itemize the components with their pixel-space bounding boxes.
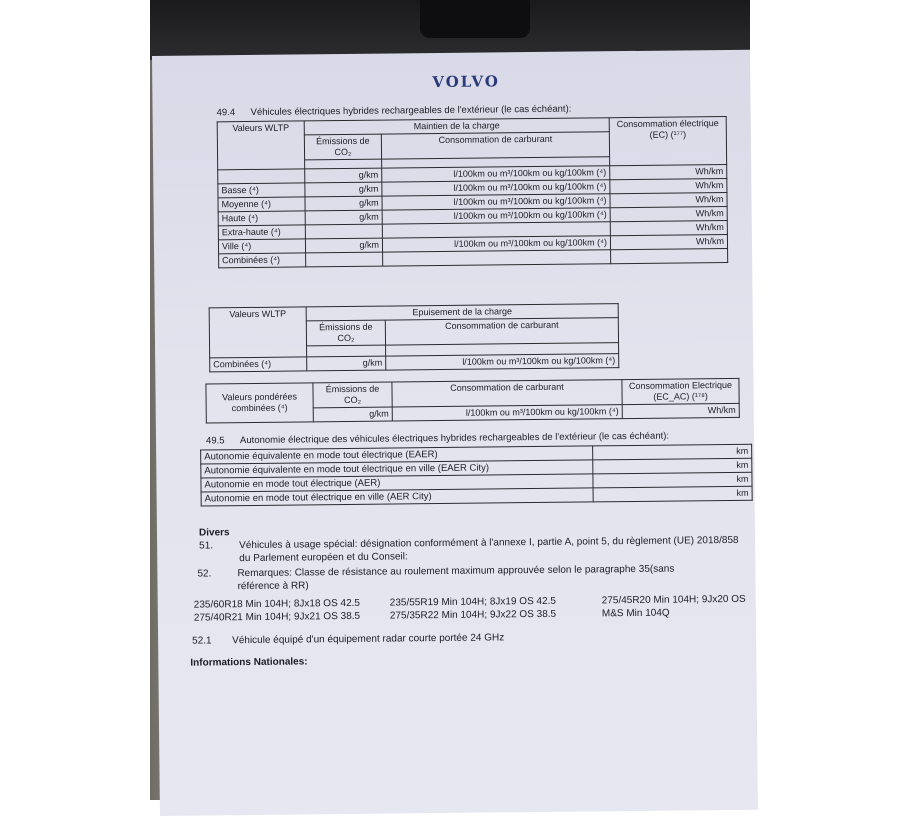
table-row: Combinées (⁴) g/km l/100km ou m³/100km ou kg/100km (⁴)	[210, 354, 619, 372]
volvo-logo: VOLVO	[432, 72, 501, 92]
document-page	[152, 50, 758, 816]
section-text: Autonomie électrique des véhicules électriques hybrides rechargeables de l'extérieur (le cas échéant):	[239, 430, 670, 447]
header-conso-carb: Consommation de carburant	[392, 380, 622, 407]
table-row: g/km l/100km ou m³/100km ou kg/100km (⁴) Wh/km	[206, 403, 739, 423]
table-row: Moyenne (⁴) g/km l/100km ou m³/100km ou kg/100km (⁴) Wh/km	[218, 192, 727, 211]
table-row: g/km l/100km ou m³/100km ou kg/100km (⁴) Wh/km	[218, 164, 727, 183]
header-conso-elec: Consommation électrique (EC) (¹⁷⁷)	[609, 116, 726, 165]
list-item: 275/45R20 Min 104H; 9Jx20 OS	[601, 593, 746, 607]
section-49-4-title	[217, 104, 572, 119]
tyre-list	[194, 592, 794, 626]
header-emissions: Émissions de CO₂	[313, 382, 392, 408]
header-epuisement: Epuisement de la charge	[306, 304, 618, 321]
informations-nationales-title: Informations Nationales:	[190, 656, 308, 669]
table-row: Autonomie en mode tout électrique (AER) km	[201, 472, 752, 492]
header-wltp: Valeurs WLTP	[217, 121, 304, 170]
section-text: Véhicules électriques hybrides rechargeables de l'extérieur (le cas échéant):	[250, 103, 572, 118]
table-row: Extra-haute (⁴) Wh/km	[218, 220, 727, 239]
wltp-epuisement-table	[209, 303, 620, 372]
table-row: Combinées (⁴)	[219, 248, 728, 267]
list-item: 235/55R19 Min 104H; 8Jx19 OS 42.5	[389, 595, 557, 609]
table-row: Basse (⁴) g/km l/100km ou m³/100km ou kg/100km (⁴) Wh/km	[218, 178, 727, 197]
table-row: Ville (⁴) g/km l/100km ou m³/100km ou kg/100km (⁴) Wh/km	[218, 234, 727, 253]
section-number: 49.4	[216, 107, 236, 119]
autonomie-table	[200, 444, 753, 507]
divers-title: Divers	[198, 527, 230, 539]
list-item: 275/40R21 Min 104H; 9Jx21 OS 38.5	[193, 610, 361, 624]
header-emissions: Émissions de CO₂	[304, 134, 381, 160]
item-52-1: 52.1 Véhicule équipé d'un équipement radar courte portée 24 GHz	[192, 632, 505, 647]
page-content	[190, 70, 752, 669]
table-row: Autonomie en mode tout électrique en ville (AER City) km	[201, 486, 752, 506]
header-valeurs-ponderees: Valeurs pondérées combinées (⁴)	[206, 383, 313, 423]
ponderees-table	[205, 378, 739, 424]
header-conso-carb: Consommation de carburant	[385, 318, 618, 345]
background-object	[420, 0, 530, 38]
header-emissions: Émissions de CO₂	[306, 320, 385, 346]
header-conso-carb: Consommation de carburant	[381, 132, 609, 159]
list-item: 235/60R18 Min 104H; 8Jx18 OS 42.5	[193, 597, 361, 611]
table-row: Autonomie équivalente en mode tout électrique en ville (EAER City) km	[201, 458, 752, 478]
header-wltp: Valeurs WLTP	[209, 307, 307, 358]
section-number: 49.5	[205, 435, 225, 447]
table-row: Haute (⁴) g/km l/100km ou m³/100km ou kg/100km (⁴) Wh/km	[218, 206, 727, 225]
section-49-5-title	[206, 431, 669, 447]
wltp-maintien-table	[217, 116, 729, 268]
list-item: M&S Min 104Q	[601, 607, 670, 620]
header-maintien: Maintien de la charge	[304, 118, 609, 135]
header-conso-elec-ac: Consommation Electrique (EC_AC) (¹⁷⁸)	[622, 378, 739, 404]
item-51: 51. Véhicules à usage spécial: désignation conformément à l'annexe I, partie A, point 5, du règlement (UE) 2018/858 du Parlement européen et du Conseil:	[199, 534, 739, 564]
table-row: Autonomie équivalente en mode tout électrique (EAER) km	[201, 444, 752, 464]
item-52: 52. Remarques: Classe de résistance au roulement maximum approuvée selon le paragraphe 35(sans référence à RR)	[197, 563, 675, 592]
list-item: 275/35R22 Min 104H; 9Jx22 OS 38.5	[389, 608, 557, 622]
